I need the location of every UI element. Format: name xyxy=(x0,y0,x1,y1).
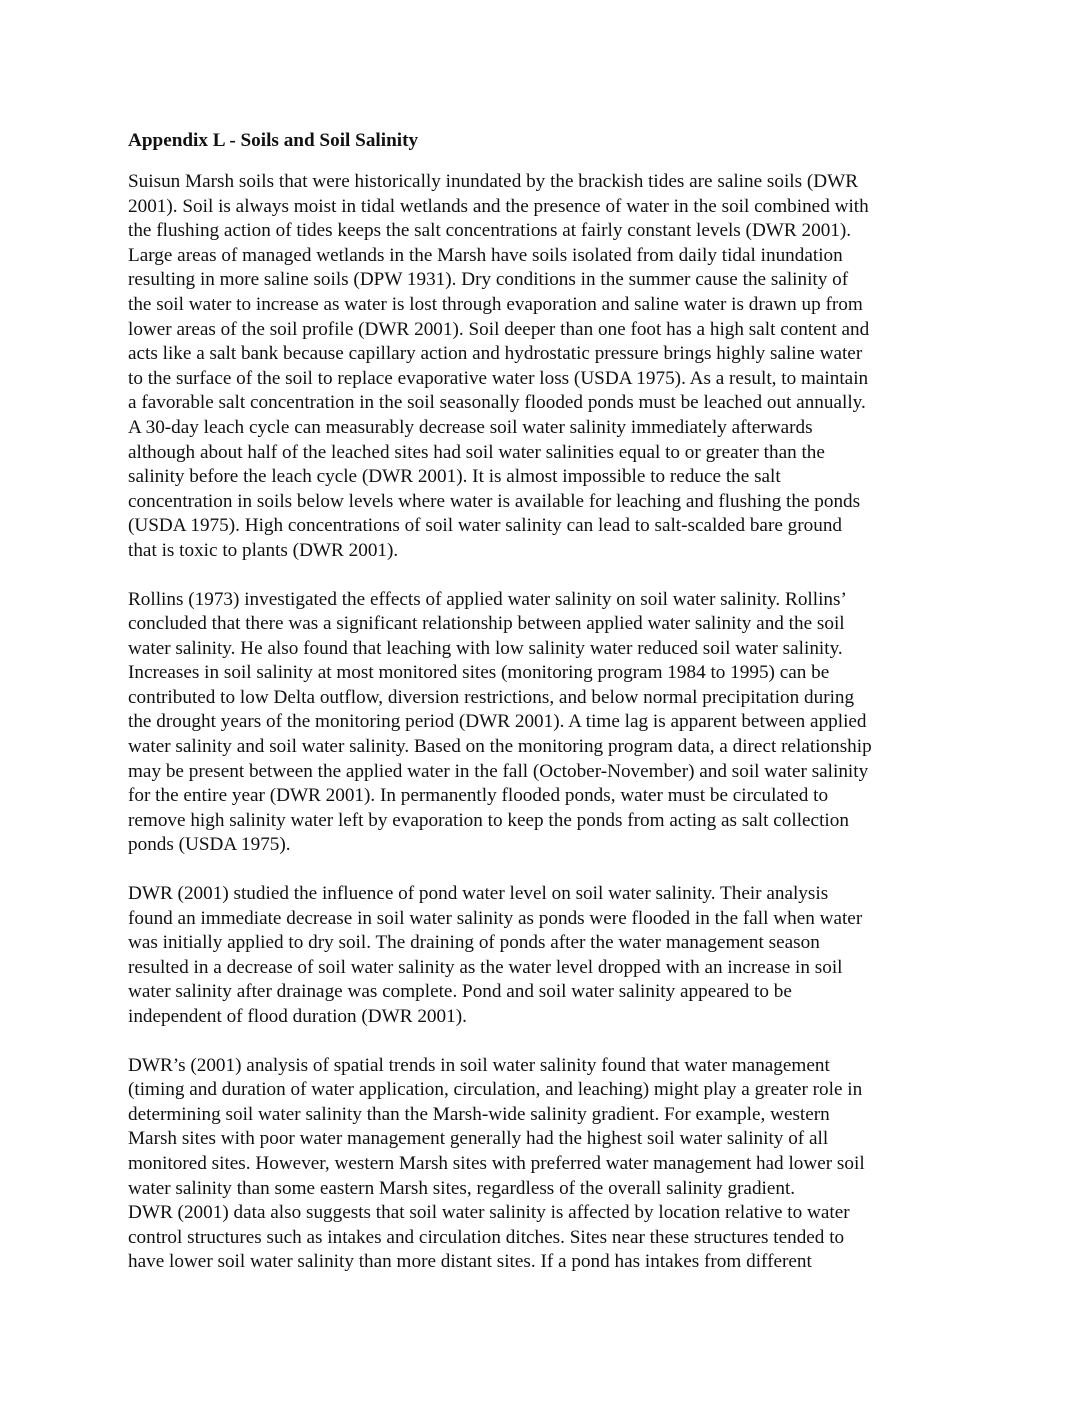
text-line: found an immediate decrease in soil water salinity as ponds were flooded in the fall when water xyxy=(128,907,863,929)
text-line: monitored sites. However, western Marsh sites with preferred water management had lower soil xyxy=(128,1152,865,1174)
text-line: a favorable salt concentration in the soil seasonally flooded ponds must be leached out annually. xyxy=(128,392,866,414)
text-line: the soil water to increase as water is lost through evaporation and saline water is drawn up from xyxy=(128,293,863,315)
text-line: salinity before the leach cycle (DWR 2001). It is almost impossible to reduce the salt xyxy=(128,466,781,488)
text-line: Large areas of managed wetlands in the Marsh have soils isolated from daily tidal inundation xyxy=(128,244,843,266)
text-line: to the surface of the soil to replace evaporative water loss (USDA 1975). As a result, to maintain xyxy=(128,367,869,389)
text-line: DWR (2001) studied the influence of pond water level on soil water salinity. Their analysis xyxy=(128,883,829,905)
text-line: may be present between the applied water in the fall (October-November) and soil water salinity xyxy=(128,760,869,782)
text-line: water salinity than some eastern Marsh sites, regardless of the overall salinity gradient. xyxy=(128,1177,796,1199)
appendix-heading: Appendix L - Soils and Soil Salinity xyxy=(128,130,419,151)
text-line: acts like a salt bank because capillary action and hydrostatic pressure brings highly saline water xyxy=(128,343,863,365)
text-line: the flushing action of tides keeps the salt concentrations at fairly constant levels (DWR 2001). xyxy=(128,220,852,242)
text-line: the drought years of the monitoring period (DWR 2001). A time lag is apparent between applied xyxy=(128,711,867,733)
text-line: lower areas of the soil profile (DWR 2001). Soil deeper than one foot has a high salt content and xyxy=(128,318,870,340)
text-line: (timing and duration of water application, circulation, and leaching) might play a greater role in xyxy=(128,1079,863,1101)
text-line: ponds (USDA 1975). xyxy=(128,834,291,856)
text-line: have lower soil water salinity than more distant sites. If a pond has intakes from different xyxy=(128,1251,812,1273)
paragraph-rollins-study xyxy=(128,588,960,859)
text-line: remove high salinity water left by evaporation to keep the ponds from acting as salt collection xyxy=(128,809,849,831)
text-line: was initially applied to dry soil. The draining of ponds after the water management season xyxy=(128,932,820,954)
paragraph-spatial-trends xyxy=(128,1054,960,1275)
text-line: 2001). Soil is always moist in tidal wetlands and the presence of water in the soil combined with xyxy=(128,195,869,217)
text-line: resulting in more saline soils (DPW 1931). Dry conditions in the summer cause the salinity of xyxy=(128,269,849,291)
text-line: DWR (2001) data also suggests that soil water salinity is affected by location relative to water xyxy=(128,1202,850,1224)
text-line: resulted in a decrease of soil water salinity as the water level dropped with an increase in soil xyxy=(128,956,843,978)
text-line: (USDA 1975). High concentrations of soil water salinity can lead to salt-scalded bare ground xyxy=(128,515,843,537)
text-line: for the entire year (DWR 2001). In permanently flooded ponds, water must be circulated to xyxy=(128,785,829,807)
text-line: control structures such as intakes and circulation ditches. Sites near these structures tended to xyxy=(128,1226,845,1248)
text-line: water salinity after drainage was complete. Pond and soil water salinity appeared to be xyxy=(128,981,792,1003)
text-line: Marsh sites with poor water management generally had the highest soil water salinity of all xyxy=(128,1128,829,1150)
text-line: concluded that there was a significant relationship between applied water salinity and the soil xyxy=(128,613,845,635)
text-line: Suisun Marsh soils that were historically inundated by the brackish tides are saline soils (DWR xyxy=(128,171,859,192)
text-line: water salinity. He also found that leaching with low salinity water reduced soil water salinity. xyxy=(128,637,843,659)
text-line: A 30-day leach cycle can measurably decrease soil water salinity immediately afterwards xyxy=(128,416,813,438)
text-line: water salinity and soil water salinity. Based on the monitoring program data, a direct relationship xyxy=(128,736,872,758)
text-line: independent of flood duration (DWR 2001). xyxy=(128,1006,467,1027)
paragraph-soil-salinity-intro xyxy=(128,170,960,564)
text-line: Rollins (1973) investigated the effects of applied water salinity on soil water salinity. Rollins’ xyxy=(128,588,847,610)
text-line: contributed to low Delta outflow, diversion restrictions, and below normal precipitation during xyxy=(128,686,855,708)
text-line: Increases in soil salinity at most monitored sites (monitoring program 1984 to 1995) can be xyxy=(128,662,830,684)
document-page xyxy=(128,128,960,1275)
text-line: determining soil water salinity than the Marsh-wide salinity gradient. For example, western xyxy=(128,1103,830,1125)
text-line: DWR’s (2001) analysis of spatial trends in soil water salinity found that water management xyxy=(128,1054,830,1076)
paragraph-pond-water-level xyxy=(128,882,960,1030)
text-line: concentration in soils below levels where water is available for leaching and flushing the ponds xyxy=(128,490,861,512)
text-line: that is toxic to plants (DWR 2001). xyxy=(128,539,399,561)
text-line: although about half of the leached sites had soil water salinities equal to or greater than the xyxy=(128,441,825,463)
